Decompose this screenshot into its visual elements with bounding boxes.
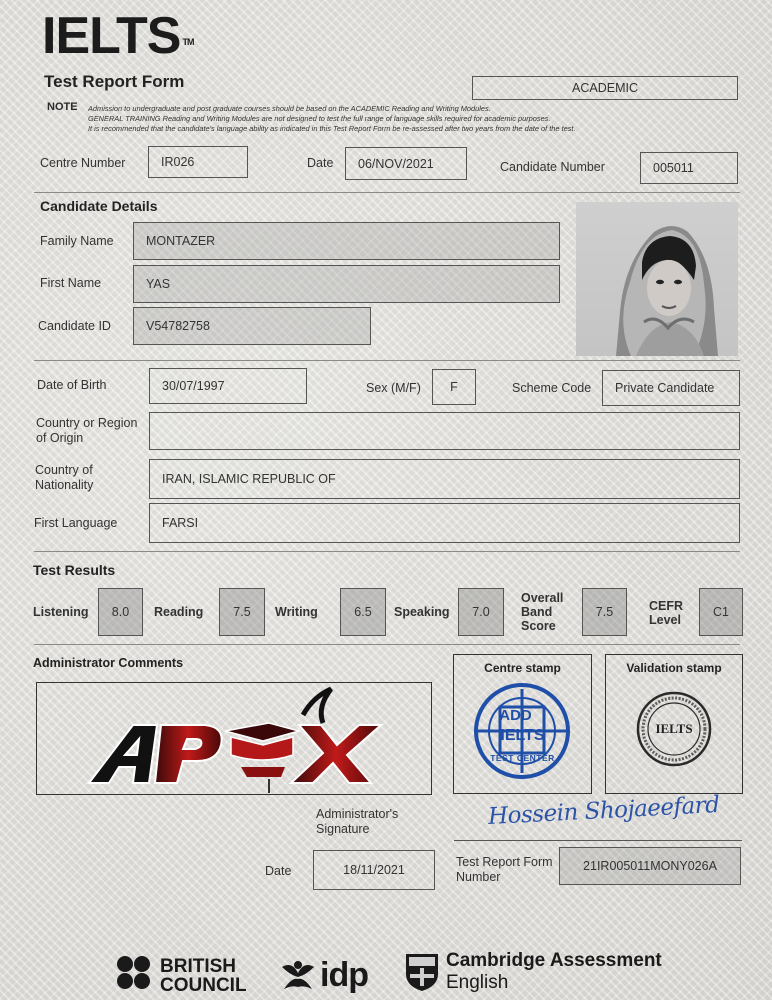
first-name-value: YAS (133, 265, 560, 303)
validation-center-text: IELTS (655, 721, 693, 736)
candidate-id-value: V54782758 (133, 307, 371, 345)
cefr-score: C1 (699, 588, 743, 636)
speaking-score: 7.0 (458, 588, 504, 636)
trf-number-label-line: Number (456, 870, 501, 884)
british-council-line: COUNCIL (160, 975, 247, 996)
family-name-label: Family Name (40, 234, 114, 248)
cefr-label-line: Level (649, 613, 681, 627)
centre-number-value: IR026 (148, 146, 248, 178)
trf-number-label (456, 855, 553, 885)
first-name-label: First Name (40, 276, 102, 290)
family-name-value: MONTAZER (133, 222, 560, 260)
module-box: ACADEMIC (472, 76, 738, 100)
origin-label (36, 416, 137, 446)
scheme-code-value: Private Candidate (602, 370, 740, 406)
dob-label: Date of Birth (37, 378, 107, 392)
validation-stamp-box (605, 654, 743, 794)
validation-stamp-title: Validation stamp (626, 661, 722, 675)
date-value: 06/NOV/2021 (345, 147, 467, 180)
origin-label-line: Country or Region (36, 416, 138, 430)
first-language-label: First Language (34, 516, 118, 530)
signature-label (316, 807, 398, 837)
origin-value (149, 412, 740, 450)
divider (34, 360, 740, 361)
reading-label: Reading (154, 605, 204, 619)
cefr-label (649, 599, 683, 627)
nationality-label-line: Country of (35, 463, 93, 477)
admin-comments-box (36, 682, 432, 795)
idp-logo (278, 956, 368, 995)
idp-text: idp (320, 956, 368, 994)
cambridge-shield-icon (404, 952, 440, 992)
divider (34, 551, 740, 552)
date-label: Date (307, 156, 334, 170)
candidate-id-label: Candidate ID (38, 319, 111, 333)
note-text (88, 104, 748, 134)
signature-label-line: Administrator's (316, 807, 399, 821)
divider (34, 644, 740, 645)
overall-label-line: Overall (521, 591, 564, 605)
sex-value: F (432, 369, 476, 405)
nationality-label-line: Nationality (35, 478, 94, 492)
nationality-value: IRAN, ISLAMIC REPUBLIC OF (149, 459, 740, 499)
nationality-label (35, 463, 93, 493)
cambridge-logo (404, 950, 662, 994)
test-results-title: Test Results (33, 562, 116, 578)
sex-label: Sex (M/F) (366, 381, 421, 395)
british-council-dots-icon (116, 955, 158, 997)
stamp-top-text: ADD (499, 707, 532, 724)
candidate-number-label: Candidate Number (500, 160, 605, 174)
overall-label-line: Band (521, 605, 553, 619)
idp-figure-icon (278, 957, 318, 995)
speaking-label: Speaking (394, 605, 450, 619)
first-language-value: FARSI (149, 503, 740, 543)
note-line: GENERAL TRAINING Reading and Writing Modules are not designed to test the full range of language skills required for academic purposes. (88, 114, 551, 123)
candidate-details-title: Candidate Details (40, 198, 158, 214)
admin-comments-title: Administrator Comments (33, 656, 184, 670)
cambridge-line: English (446, 972, 509, 993)
overall-label-line: Score (521, 619, 556, 633)
note-label: NOTE (47, 101, 78, 113)
centre-stamp-box (453, 654, 592, 794)
form-title: Test Report Form (44, 72, 185, 91)
signature-label-line: Signature (316, 822, 370, 836)
reading-score: 7.5 (219, 588, 265, 636)
note-line: It is recommended that the candidate's language ability as indicated in this Test Report Form be re-assessed after two years from the date of the test. (88, 124, 576, 133)
cambridge-line: Cambridge Assessment (446, 950, 662, 971)
scheme-code-label: Scheme Code (512, 381, 592, 395)
trf-number-value: 21IR005011MONY026A (559, 847, 741, 885)
candidate-number-value: 005011 (640, 152, 738, 184)
british-council-logo (116, 955, 247, 997)
writing-label: Writing (275, 605, 318, 619)
trf-number-label-line: Test Report Form (456, 855, 553, 869)
stamp-bottom-text: TEST CENTER (490, 753, 555, 763)
trademark: TM (182, 37, 194, 47)
listening-score: 8.0 (98, 588, 143, 636)
administrator-signature: Hossein Shojaeefard (487, 791, 721, 831)
note-line: Admission to undergraduate and post graduate courses should be based on the ACADEMIC Reading and Writing Modules. (88, 104, 491, 113)
dob-value: 30/07/1997 (149, 368, 307, 404)
candidate-photo (576, 202, 738, 356)
stamp-mid-text: IELTS (500, 727, 545, 744)
origin-label-line: of Origin (36, 431, 84, 445)
signature-line (454, 840, 742, 841)
british-council-line: BRITISH (160, 956, 236, 977)
writing-score: 6.5 (340, 588, 386, 636)
ielts-logo: IELTS ™ (42, 7, 194, 65)
listening-label: Listening (33, 605, 89, 619)
admin-date-label: Date (265, 864, 292, 878)
admin-date-value: 18/11/2021 (313, 850, 435, 890)
overall-label (521, 591, 563, 633)
apex-logo (37, 683, 431, 794)
overall-score: 7.5 (582, 588, 627, 636)
cefr-label-line: CEFR (649, 599, 684, 613)
divider (34, 192, 740, 193)
centre-stamp-title: Centre stamp (484, 661, 561, 675)
centre-number-label: Centre Number (40, 156, 126, 170)
